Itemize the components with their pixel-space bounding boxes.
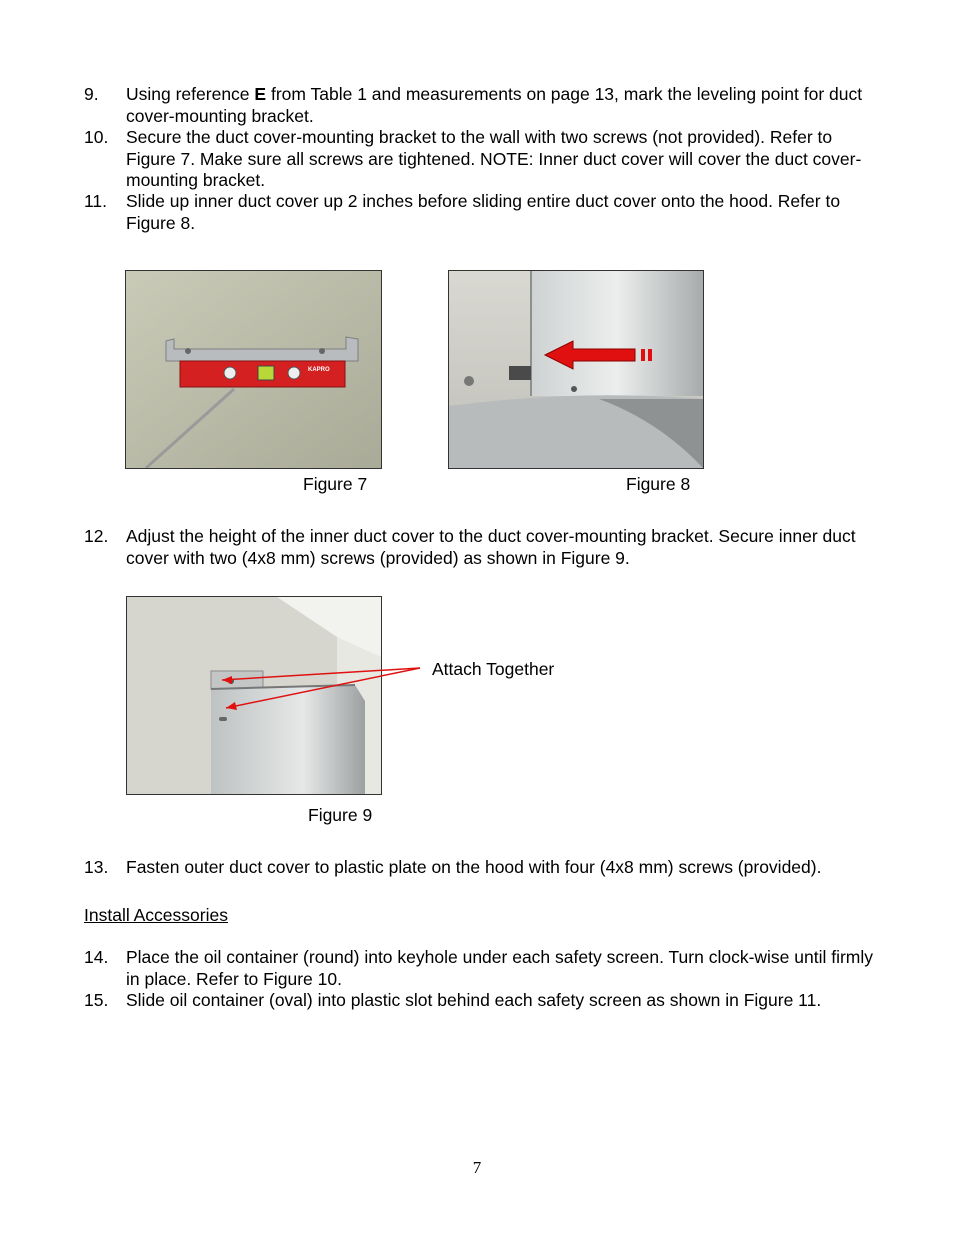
step-12 <box>84 526 884 569</box>
step-text: Place the oil container (round) into keyhole under each safety screen. Turn clock-wise until firmly in place. Refer to Figure 10. <box>126 947 874 989</box>
figure-9-caption: Figure 9 <box>308 805 373 825</box>
step-number: 15. <box>84 990 109 1010</box>
figure-7-photo <box>125 270 382 469</box>
step-number: 12. <box>84 526 109 546</box>
level-brand-label: KAPRO <box>308 367 330 373</box>
section-heading: Install Accessories <box>84 905 228 925</box>
step-number: 9. <box>84 84 99 104</box>
figure-8-caption: Figure 8 <box>626 474 691 494</box>
figure-7-caption: Figure 7 <box>303 474 368 494</box>
step-number: 11. <box>84 191 108 211</box>
step-9 <box>84 84 884 127</box>
step-10 <box>84 127 884 192</box>
step-text: Adjust the height of the inner duct cover to the duct cover-mounting bracket. Secure inner duct cover with two (4x8 mm) screws (provided) as shown in Figure 9. <box>126 526 856 568</box>
step-number: 10. <box>84 127 109 147</box>
step-13 <box>84 857 884 879</box>
figure-8-photo <box>448 270 704 469</box>
step-11 <box>84 191 884 234</box>
attach-together-callout: Attach Together <box>432 659 555 679</box>
step-text: Slide oil container (oval) into plastic slot behind each safety screen as shown in Figure 11. <box>126 990 822 1010</box>
step-text: Using reference E from Table 1 and measurements on page 13, mark the leveling point for duct cover-mounting bracket. <box>126 84 863 126</box>
callout-arrows <box>200 650 430 720</box>
step-text: Slide up inner duct cover up 2 inches before sliding entire duct cover onto the hood. Refer to Figure 8. <box>126 191 841 233</box>
step-text: Fasten outer duct cover to plastic plate on the hood with four (4x8 mm) screws (provided). <box>126 857 822 877</box>
step-14 <box>84 947 884 990</box>
step-number: 14. <box>84 947 109 967</box>
page-number: 7 <box>472 1158 482 1177</box>
step-text: Secure the duct cover-mounting bracket to the wall with two screws (not provided). Refer to Figure 7. Make sure all screws are tightened. NOTE: Inner duct cover will cover the duct cover-mounting bracket. <box>126 127 862 190</box>
step-number: 13. <box>84 857 109 877</box>
step-15 <box>84 990 884 1012</box>
